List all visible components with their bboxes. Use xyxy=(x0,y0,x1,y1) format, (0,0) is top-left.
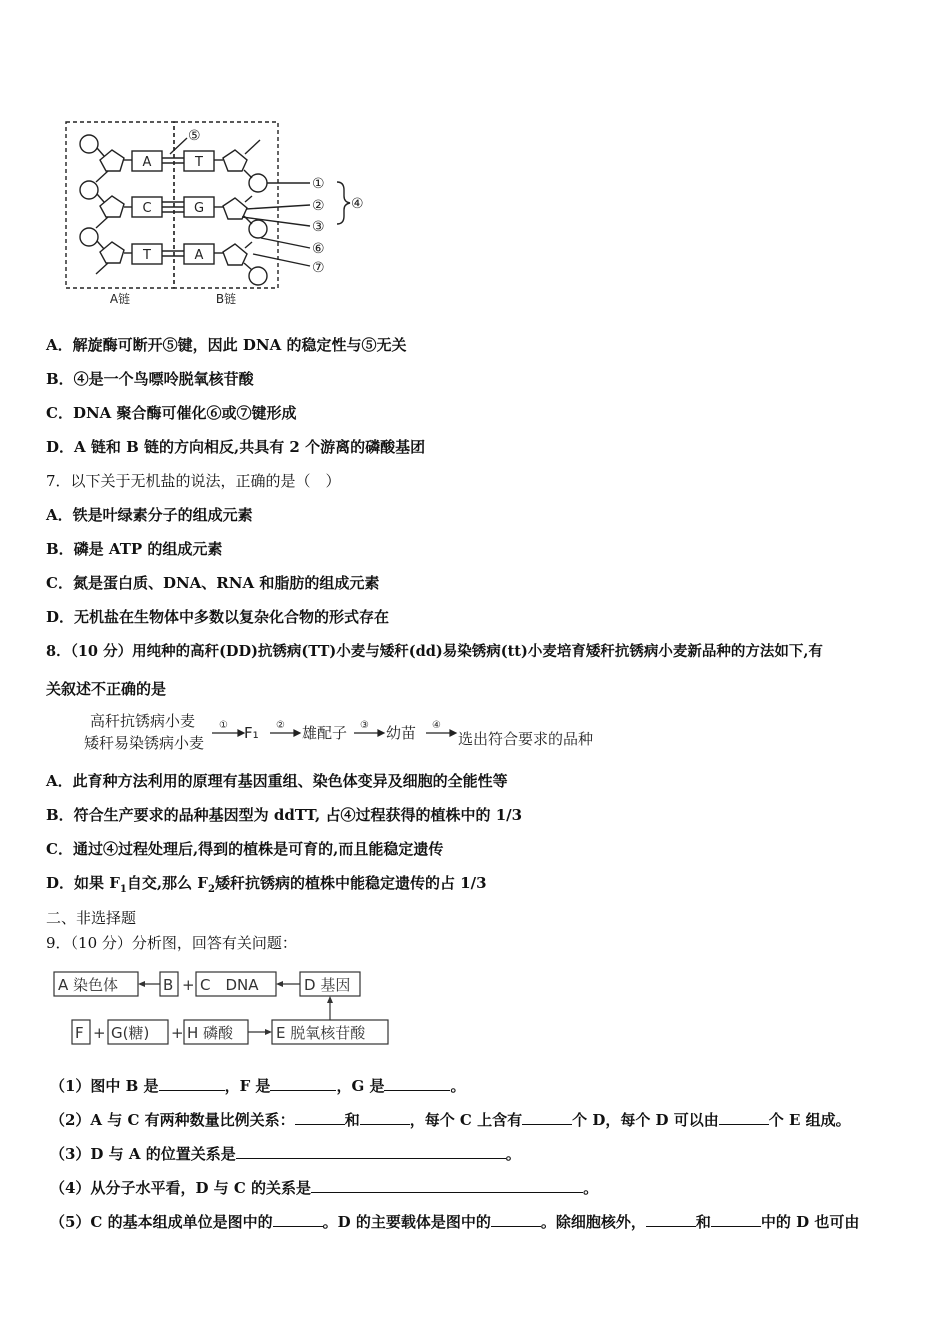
q6-option-c: C．DNA 聚合酶可催化⑥或⑦键形成 xyxy=(46,404,297,422)
blank-d-count[interactable] xyxy=(522,1108,572,1125)
flow-parent1: 高秆抗锈病小麦 xyxy=(90,712,196,730)
box-f: F xyxy=(75,1024,84,1042)
flow-f1: F₁ xyxy=(244,724,259,742)
blank-g[interactable] xyxy=(384,1074,450,1091)
box-h: H 磷酸 xyxy=(187,1024,234,1042)
flow-gamete: 雄配子 xyxy=(302,724,348,742)
q7-stem: 7．以下关于无机盐的说法，正确的是（ ） xyxy=(46,472,341,490)
q8-stem-line1: 8．（10 分）用纯种的高秆(DD)抗锈病(TT)小麦与矮秆(dd)易染锈病(tt)小麦培育矮秆抗锈病小麦新品种的方法如下,有 xyxy=(46,643,823,660)
flow-select: 选出符合要求的品种 xyxy=(458,730,594,748)
box-c: C DNA xyxy=(200,976,259,994)
marker-4: ④ xyxy=(351,196,364,212)
flow-step-4: ④ xyxy=(432,720,441,731)
section-heading: 二、非选择题 xyxy=(46,909,137,927)
flow-step-2: ② xyxy=(276,720,285,731)
q7-option-a: A．铁是叶绿素分子的组成元素 xyxy=(46,506,253,524)
q6-option-d: D．A 链和 B 链的方向相反,共具有 2 个游离的磷酸基团 xyxy=(46,438,426,456)
blank-organelle2[interactable] xyxy=(711,1210,761,1227)
q8-option-d: D．如果 $F_1$自交,那么 $F_2$矮秆抗锈病的植株中能稳定遗传的占 1/3 xyxy=(46,874,487,895)
dna-structure-figure xyxy=(60,116,370,311)
flow-seedling: 幼苗 xyxy=(386,724,417,742)
q7-option-b: B．磷是 ATP 的组成元素 xyxy=(46,540,223,558)
q9-sub4: （4）从分子水平看，D 与 C 的关系是 。 xyxy=(50,1176,598,1199)
chain-a-label: A链 xyxy=(109,292,131,306)
q9-sub1: （1）图中 B 是 ，F 是 ，G 是 。 xyxy=(50,1074,466,1097)
blank-f[interactable] xyxy=(270,1074,336,1091)
flow-step-1: ① xyxy=(219,720,228,731)
q8-stem-line2: 关叙述不正确的是 xyxy=(46,680,167,698)
plus-1: + xyxy=(182,976,195,994)
blank-unit[interactable] xyxy=(273,1210,323,1227)
q7-option-d: D．无机盐在生物体中多数以复杂化合物的形式存在 xyxy=(46,608,390,626)
blank-d-c-relation[interactable] xyxy=(311,1176,583,1193)
breeding-flow-diagram xyxy=(80,706,620,758)
marker-6: ⑥ xyxy=(312,241,325,257)
q9-sub2: （2）A 与 C 有两种数量比例关系： 和 ，每个 C 上含有 个 D，每个 D 可以由 个 E 组成。 xyxy=(50,1108,851,1131)
base-a1: A xyxy=(142,155,152,170)
q8-option-c: C．通过④过程处理后,得到的植株是可育的,而且能稳定遗传 xyxy=(46,840,444,858)
marker-5: ⑤ xyxy=(188,128,201,144)
box-b: B xyxy=(163,976,174,994)
q6-option-b: B．④是一个鸟嘌呤脱氧核苷酸 xyxy=(46,370,254,388)
flow-step-3: ③ xyxy=(360,720,369,731)
blank-ratio2[interactable] xyxy=(360,1108,410,1125)
base-b1: T xyxy=(195,155,203,170)
blank-ratio1[interactable] xyxy=(295,1108,345,1125)
chain-b-label: B链 xyxy=(215,292,237,306)
marker-3: ③ xyxy=(312,219,325,235)
plus-2: + xyxy=(93,1024,106,1042)
plus-3: + xyxy=(171,1024,184,1042)
q7-option-c: C．氮是蛋白质、DNA、RNA 和脂肪的组成元素 xyxy=(46,574,380,592)
q6-option-a: A．解旋酶可断开⑤键，因此 DNA 的稳定性与⑤无关 xyxy=(46,336,407,354)
gene-dna-diagram xyxy=(46,962,406,1054)
marker-7: ⑦ xyxy=(312,260,325,276)
q9-sub5: （5）C 的基本组成单位是图中的 。D 的主要载体是图中的 。除细胞核外， 和 中的 D 也可由 xyxy=(50,1210,859,1233)
blank-carrier[interactable] xyxy=(491,1210,541,1227)
base-a3: T xyxy=(143,248,151,263)
marker-1: ① xyxy=(312,176,325,192)
blank-d-a-relation[interactable] xyxy=(236,1142,506,1159)
base-b2: G xyxy=(193,201,205,216)
q8-option-a: A．此育种方法利用的原理有基因重组、染色体变异及细胞的全能性等 xyxy=(46,772,508,790)
q8-option-b: B．符合生产要求的品种基因型为 ddTT, 占④过程获得的植株中的 1/3 xyxy=(46,806,523,824)
box-a: A 染色体 xyxy=(58,976,119,994)
q9-stem: 9．（10 分）分析图，回答有关问题： xyxy=(46,934,297,952)
marker-2: ② xyxy=(312,198,325,214)
base-b3: A xyxy=(194,248,204,263)
box-e: E 脱氧核苷酸 xyxy=(276,1024,366,1042)
box-d: D 基因 xyxy=(304,976,351,994)
flow-parent2: 矮秆易染锈病小麦 xyxy=(84,734,205,752)
blank-e-count[interactable] xyxy=(719,1108,769,1125)
blank-organelle1[interactable] xyxy=(646,1210,696,1227)
box-g: G(糖) xyxy=(111,1024,150,1042)
base-a2: C xyxy=(142,201,152,216)
q9-sub3: （3）D 与 A 的位置关系是 。 xyxy=(50,1142,521,1165)
blank-b[interactable] xyxy=(159,1074,225,1091)
